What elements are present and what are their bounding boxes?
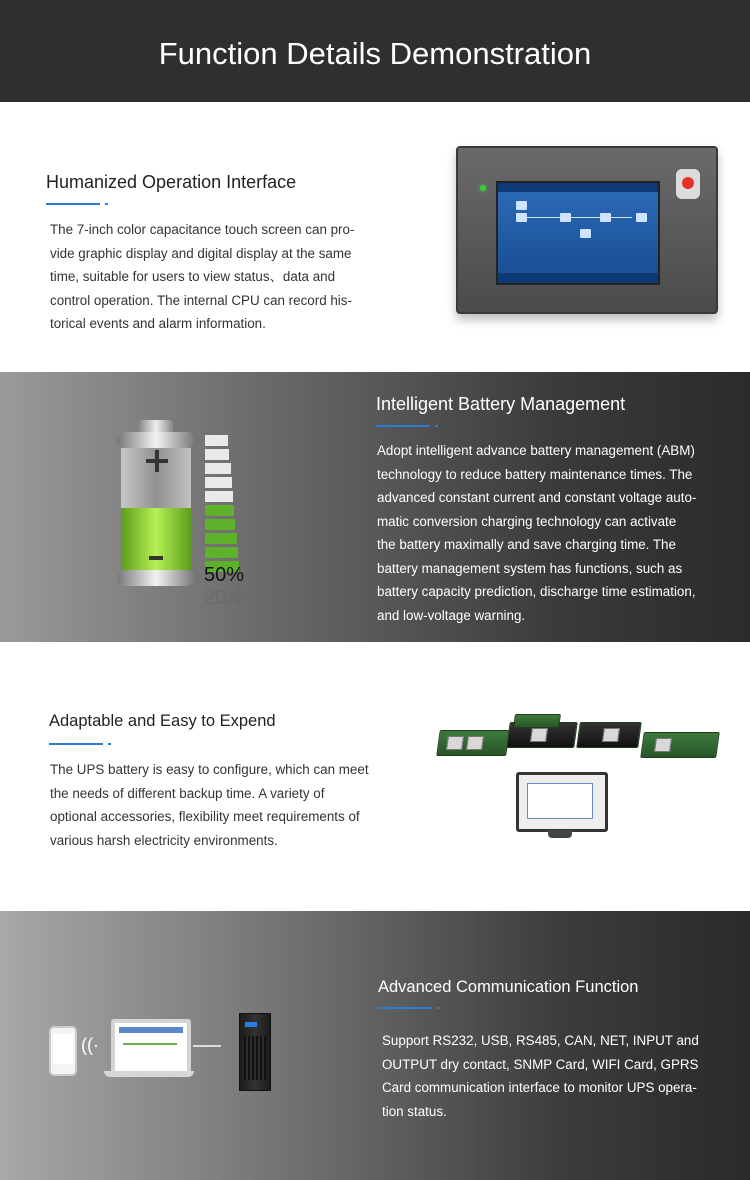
emergency-stop-button-icon [676,169,700,199]
page-header [0,0,750,102]
battery-percent-reflection: 50% [204,585,245,607]
gauge-segment [205,477,232,488]
gauge-segment [205,463,231,474]
section-body: The UPS battery is easy to configure, which can meet the needs of different backup time. A variety of optional accessories, flexibility meet requirements of various harsh electricity environments. [50,762,369,848]
gauge-segment [205,533,237,544]
gauge-segment [205,505,234,516]
touch-screen-display [496,181,660,285]
section-body: Adopt intelligent advance battery management (ABM) technology to reduce battery maintenance times. The advanced constant current and constant voltage auto- matic conversion charging technology can activate the battery maximally and save charging time. The battery management system has functions, such as battery capacity prediction, discharge time estimation, and low-voltage warning. [377,443,697,623]
connection-line [193,1045,221,1047]
monitor-icon [516,772,608,832]
gauge-segment [205,547,238,558]
gauge-segment [205,449,229,460]
gauge-segment [205,435,228,446]
section-title: Humanized Operation Interface [46,172,297,192]
gauge-segment [205,519,235,530]
wifi-signal-icon: ((· [81,1035,99,1055]
page-title: Function Details Demonstration [158,36,592,71]
gauge-segment [205,491,233,502]
ups-cabinet-icon [239,1013,271,1091]
section-body: The 7-inch color capacitance touch screen can pro- vide graphic display and digital display at the same time, suitable for users to view status、data and control operation. The internal CPU can record his- torical events and alarm information. [50,222,355,331]
status-led [480,185,486,191]
section-adaptable [0,642,750,911]
section-title: Adaptable and Easy to Expend [49,712,276,730]
section-humanized-interface [0,102,750,372]
section-title: Advanced Communication Function [378,978,639,996]
section-title: Intelligent Battery Management [376,394,626,414]
battery-level-gauge [205,435,239,575]
smartphone-icon [49,1026,77,1076]
battery-icon [117,420,195,592]
laptop-base [104,1071,194,1077]
laptop-icon [111,1019,191,1075]
battery-percent-label: 50% [204,564,245,586]
section-battery-management [0,372,750,642]
section-communication [0,911,750,1180]
section-body: Support RS232, USB, RS485, CAN, NET, INPUT and OUTPUT dry contact, SNMP Card, WIFI Card, GPRS Card communication interface to monitor UPS opera- tion status. [382,1033,699,1119]
touch-screen-panel-image [456,146,718,314]
